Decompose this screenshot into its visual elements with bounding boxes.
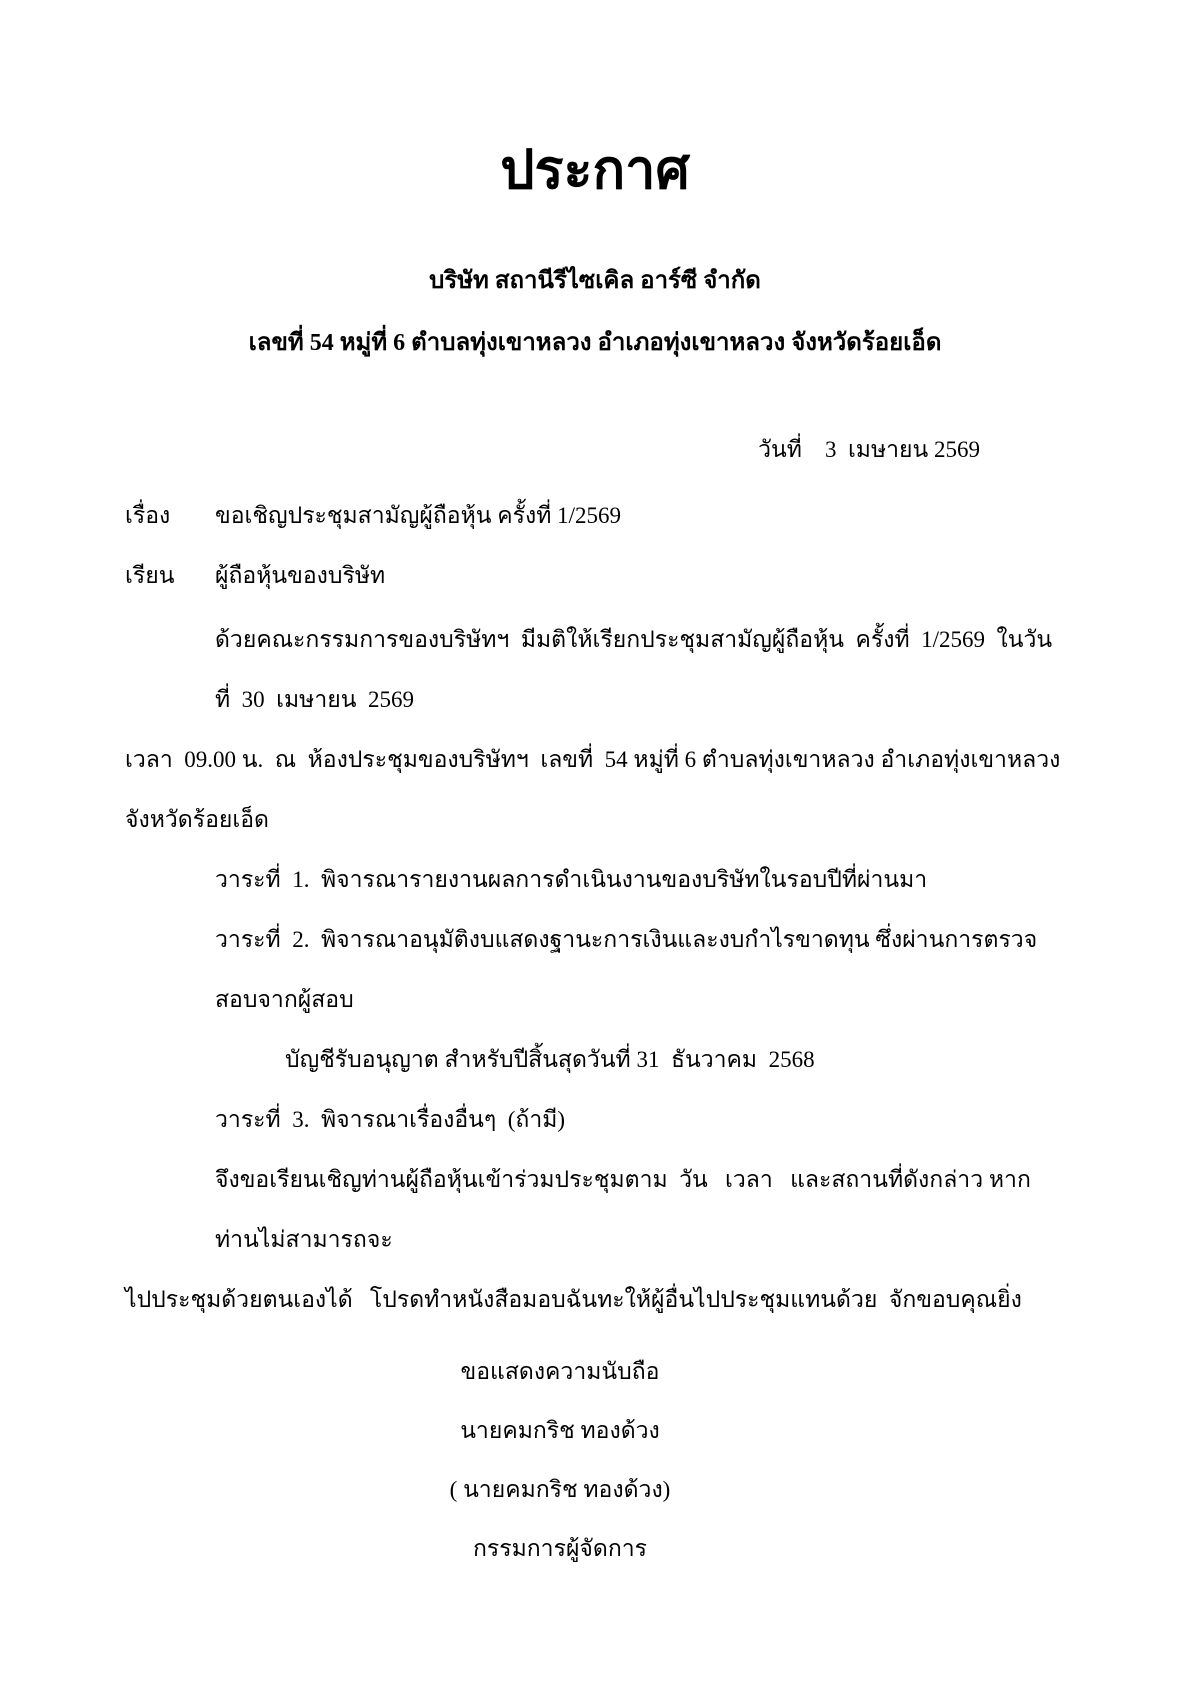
closing-line-2: ไปประชุมด้วยตนเองได้ โปรดทำหนังสือมอบฉันทะให้ผู้อื่นไปประชุมแทนด้วย จักขอบคุณยิ่ง	[125, 1287, 1022, 1312]
subject-row	[125, 486, 1065, 546]
agenda-item-1: วาระที่ 1. พิจารณารายงานผลการดำเนินงานของบริษัทในรอบปีที่ผ่านมา	[215, 867, 928, 892]
recipient-label: เรียน	[125, 563, 175, 588]
body-paragraph	[125, 610, 1065, 850]
closing-line-1: จึงขอเรียนเชิญท่านผู้ถือหุ้นเข้าร่วมประชุมตาม วัน เวลา และสถานที่ดังกล่าว หากท่านไม่สามารถจะ	[215, 1167, 1031, 1252]
document-title: ประกาศ	[500, 140, 690, 200]
body-line-1: ด้วยคณะกรรมการของบริษัทฯ มีมติให้เรียกประชุมสามัญผู้ถือหุ้น ครั้งที่ 1/2569 ในวันที่ 30 เมษายน 2569	[215, 627, 1053, 712]
signer-name: นายคมกริช ทองด้วง	[460, 1418, 660, 1443]
company-name: บริษัท สถานีรีไซเคิล อาร์ซี จำกัด	[429, 268, 761, 294]
agenda-list	[125, 850, 1065, 1150]
recipient-row	[125, 546, 1065, 606]
agenda-item-2-line-1: วาระที่ 2. พิจารณาอนุมัติงบแสดงฐานะการเงินและงบกำไรขาดทุน ซึ่งผ่านการตรวจสอบจากผู้สอบ	[215, 927, 1038, 1012]
signature-salutation: ขอแสดงความนับถือ	[460, 1359, 660, 1384]
subject-label: เรื่อง	[125, 503, 171, 528]
recipient-text: ผู้ถือหุ้นของบริษัท	[215, 563, 386, 588]
subject-text: ขอเชิญประชุมสามัญผู้ถือหุ้น ครั้งที่ 1/2569	[215, 503, 622, 528]
signer-position: กรรมการผู้จัดการ	[472, 1536, 648, 1561]
company-address: เลขที่ 54 หมู่ที่ 6 ตำบลทุ่งเขาหลวง อำเภอทุ่งเขาหลวง จังหวัดร้อยเอ็ด	[248, 330, 942, 356]
agenda-item-2-line-2: บัญชีรับอนุญาต สำหรับปีสิ้นสุดวันที่ 31 ธันวาคม 2568	[285, 1047, 815, 1072]
date-line: วันที่ 3 เมษายน 2569	[758, 437, 980, 462]
signature-block	[125, 1342, 995, 1578]
agenda-item-3: วาระที่ 3. พิจารณาเรื่องอื่นๆ (ถ้ามี)	[215, 1107, 566, 1132]
body-line-2: เวลา 09.00 น. ณ ห้องประชุมของบริษัทฯ เลขที่ 54 หมู่ที่ 6 ตำบลทุ่งเขาหลวง อำเภอทุ่งเขาหลวง จังหวัดร้อยเอ็ด	[125, 747, 1067, 832]
closing-paragraph	[125, 1150, 1065, 1330]
signer-name-parenthesized: ( นายคมกริช ทองด้วง)	[449, 1477, 671, 1502]
